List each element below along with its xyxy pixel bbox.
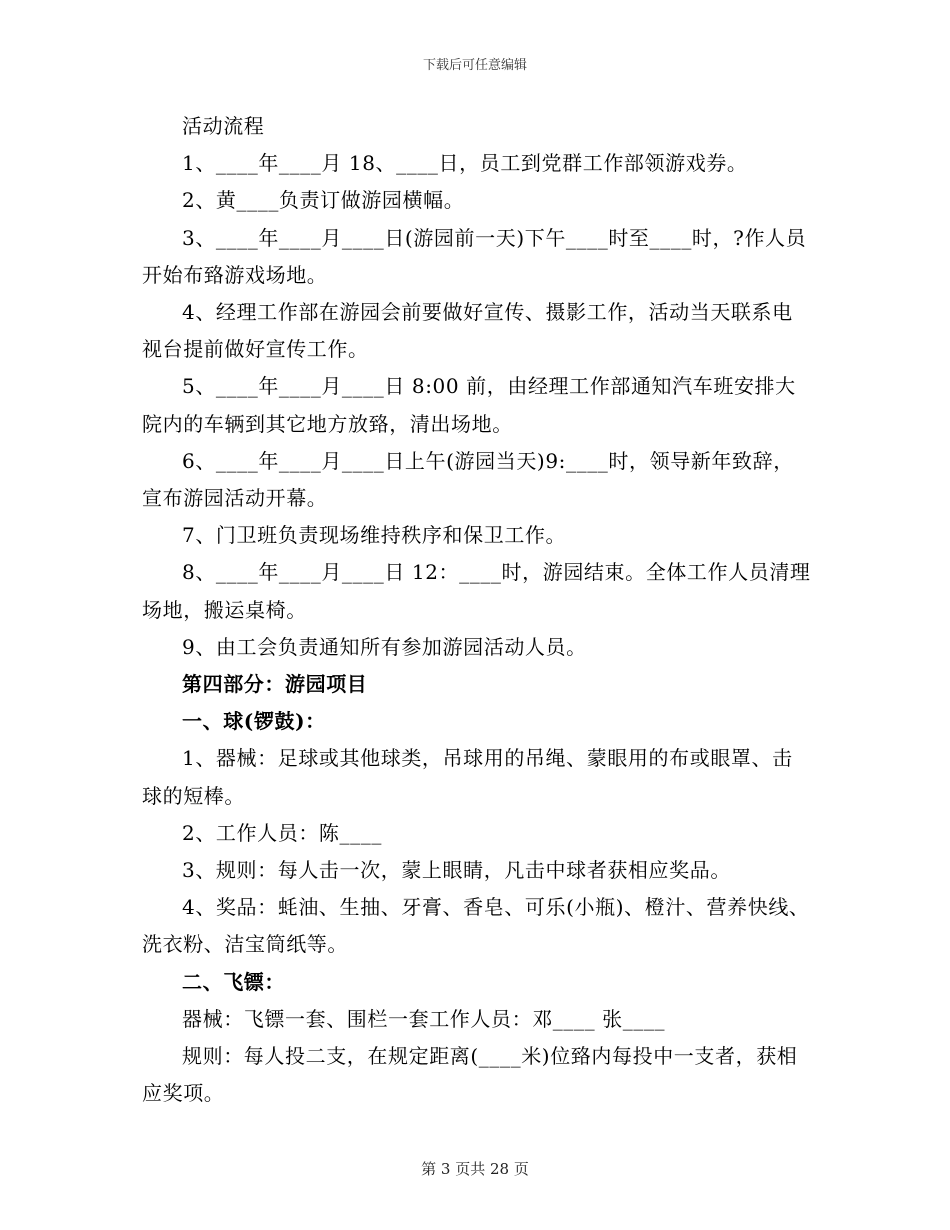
paragraph-step-1: 1、____年____月 18、____日，员工到党群工作部领游戏券。: [182, 151, 748, 176]
subheading-darts: 二、飞镖：: [182, 969, 285, 994]
document-body: [142, 108, 812, 1112]
section-heading-activity-flow: 活动流程: [182, 114, 265, 138]
page-footer: 第 3 页共 28 页: [421, 1160, 529, 1178]
paragraph-ball-equipment: 1、器械：足球或其他球类，吊球用的吊绳、蒙眼用的布或眼罩、击球的短棒。: [142, 746, 793, 808]
paragraph-step-6: 6、____年____月____日上午(游园当天)9:____时，领导新年致辞，宣布游园活动开幕。: [142, 448, 794, 511]
paragraph-step-5: 5、____年____月____日 8:00 前，由经理工作部通知汽车班安排大院内的车辆到其它地方放臵，清出场地。: [142, 374, 796, 436]
section-heading-part-four: 第四部分：游园项目: [182, 672, 368, 697]
paragraph-step-4: 4、经理工作部在游园会前要做好宣传、摄影工作，活动当天联系电视台提前做好宣传工作。: [142, 300, 793, 362]
paragraph-step-2: 2、黄____负责订做游园横幅。: [182, 188, 465, 213]
paragraph-step-9: 9、由工会负责通知所有参加游园活动人员。: [182, 634, 587, 659]
paragraph-ball-staff: 2、工作人员：陈____: [182, 820, 382, 845]
paragraph-ball-rules: 3、规则：每人击一次，蒙上眼睛，凡击中球者获相应奖品。: [182, 858, 731, 883]
paragraph-step-3: 3、____年____月____日(游园前一天)下午____时至____时，?作人员开始布臵游戏场地。: [142, 225, 807, 287]
paragraph-darts-rules: 规则：每人投二支，在规定距离(____米)位臵内每投中一支者，获相应奖项。: [142, 1044, 798, 1106]
paragraph-ball-prizes: 4、奖品：蚝油、生抽、牙膏、香皂、可乐(小瓶)、橙汁、营养快线、洗衣粉、洁宝筒纸等。: [142, 895, 810, 957]
paragraph-darts-equipment: 器械：飞镖一套、围栏一套工作人员：邓____ 张____: [182, 1006, 666, 1031]
page-header: 下载后可任意编辑: [422, 58, 527, 73]
paragraph-step-8: 8、____年____月____日 12：____时，游园结束。全体工作人员清理场地，搬运桌椅。: [142, 560, 811, 622]
subheading-ball: 一、球(锣鼓)：: [182, 709, 326, 734]
paragraph-step-7: 7、门卫班负责现场维持秩序和保卫工作。: [182, 523, 567, 548]
